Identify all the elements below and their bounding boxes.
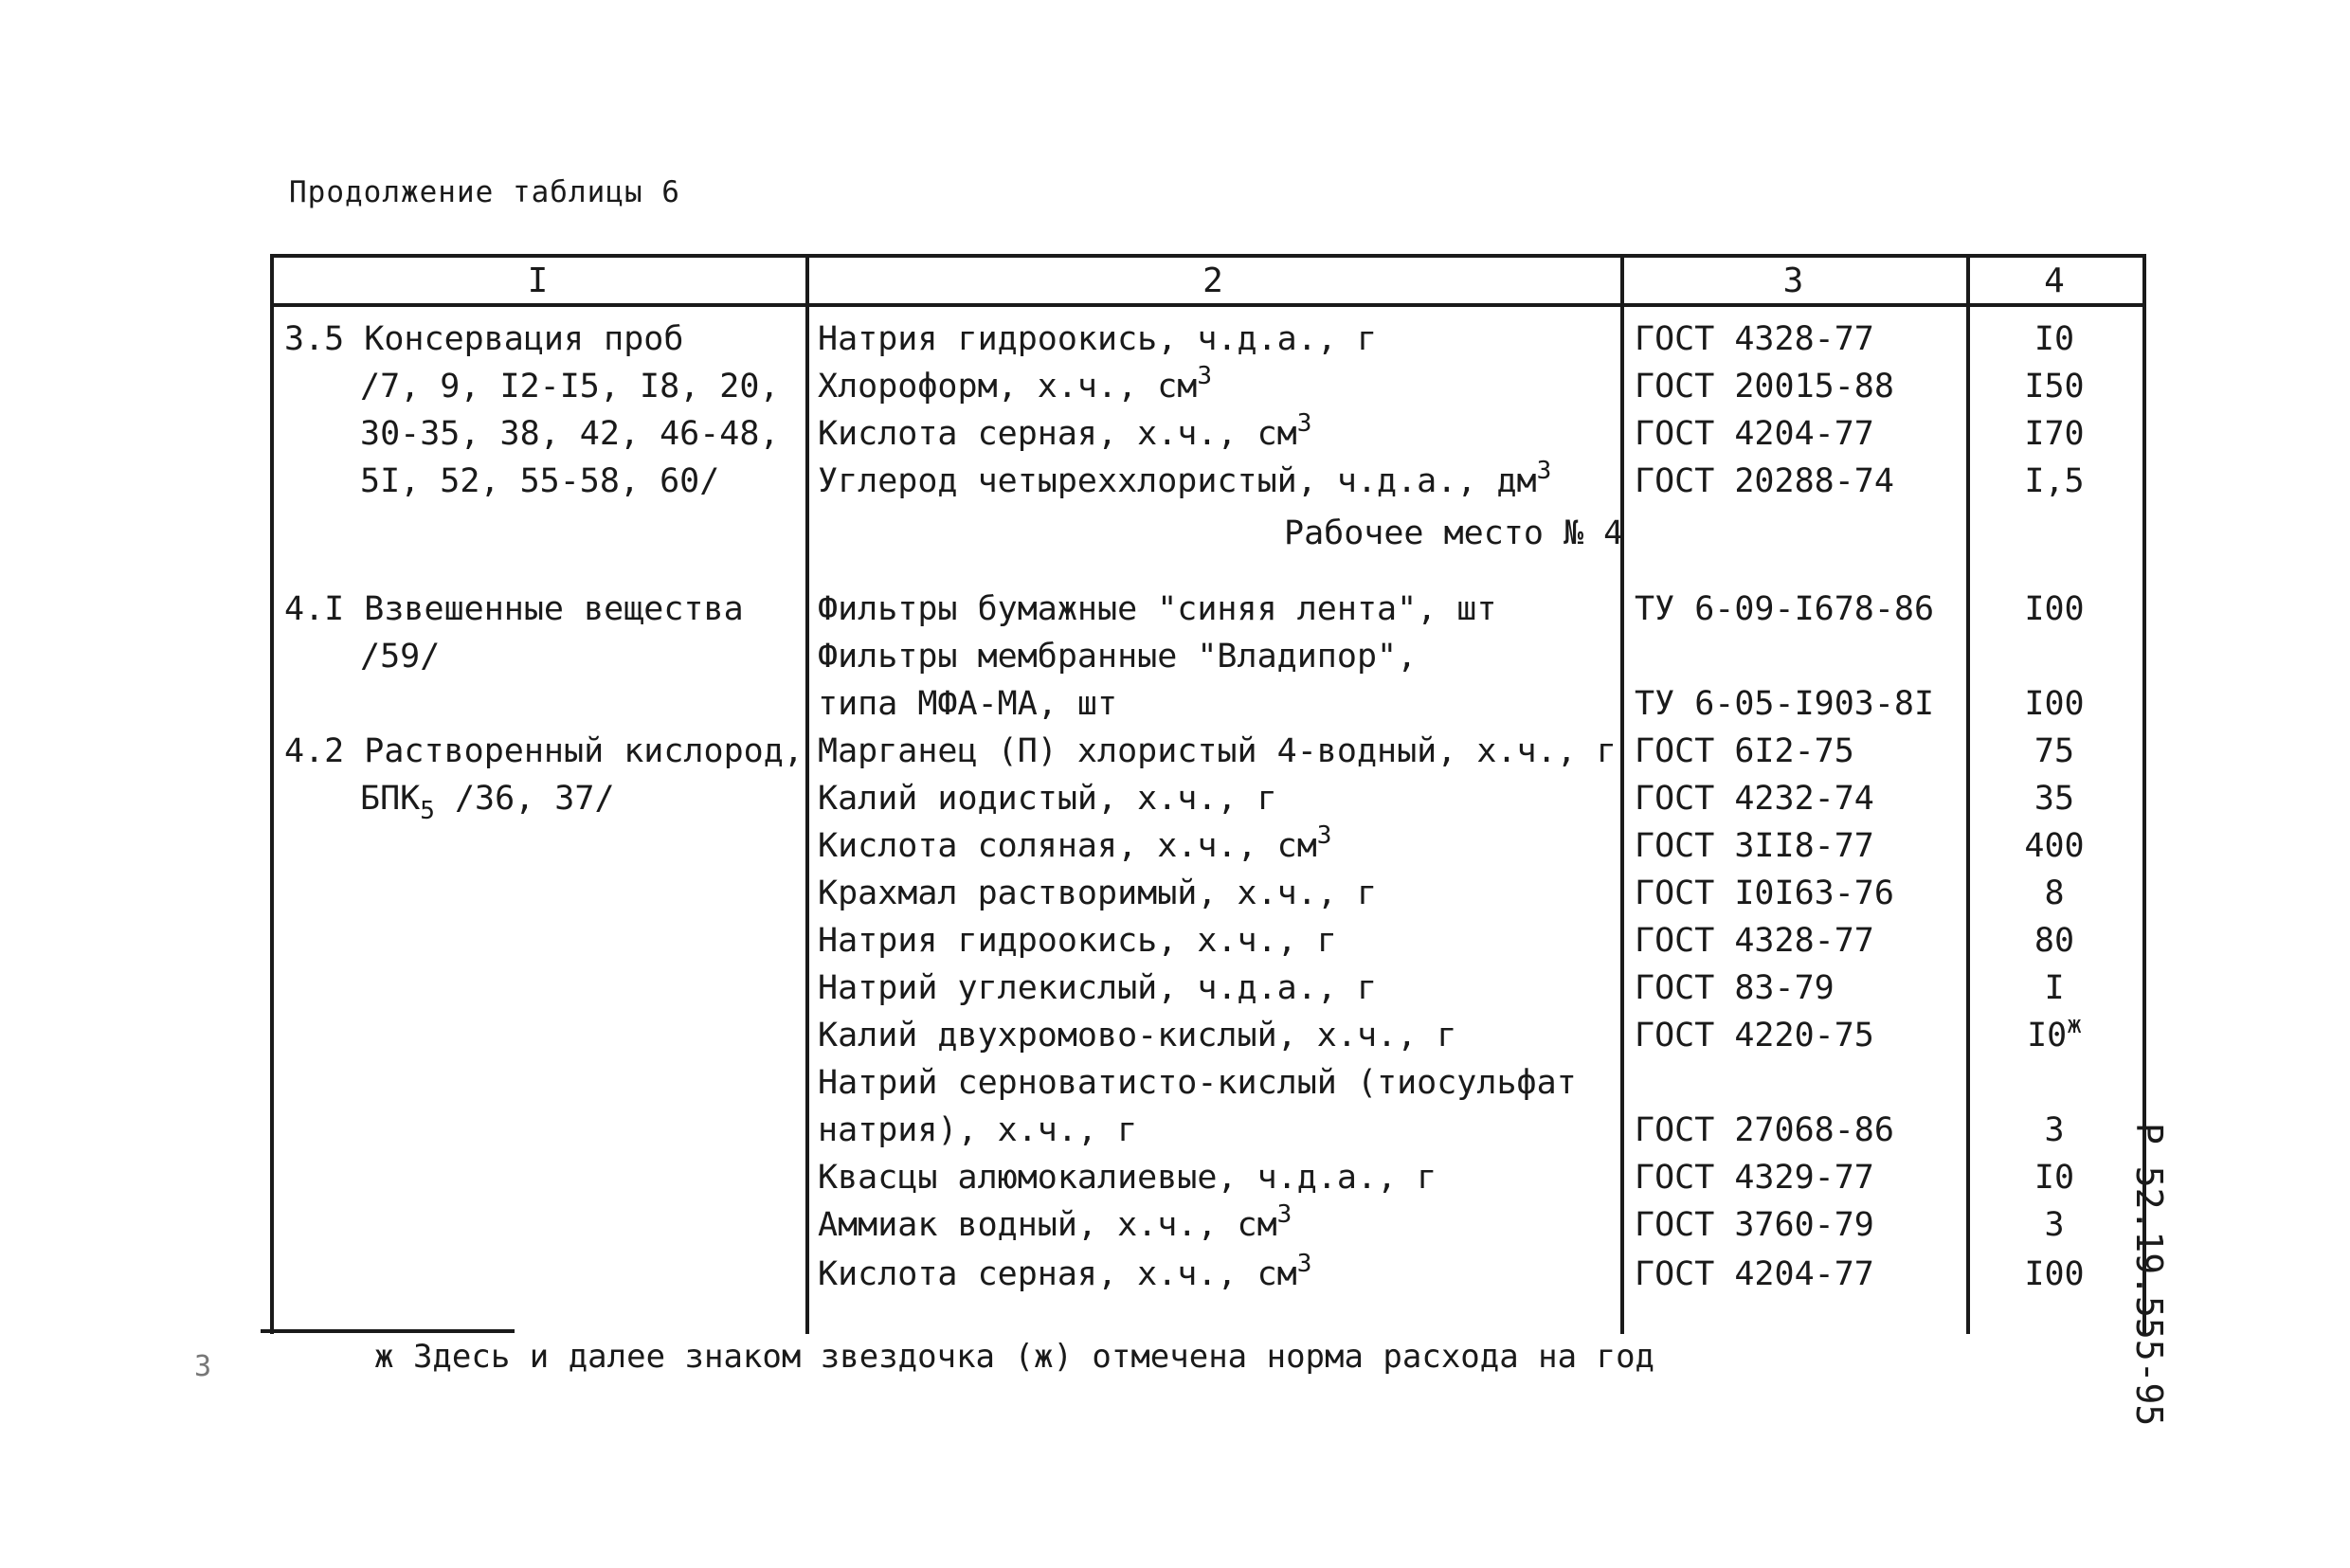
norm-value: I0 <box>2034 320 2075 358</box>
norm-cell <box>1966 1107 2142 1154</box>
reagent-cell <box>818 964 1377 1012</box>
norm-cell <box>1966 964 2142 1012</box>
norm-value: I,5 <box>2024 462 2085 500</box>
column-header-3: 3 <box>1782 261 1804 300</box>
reagent-name: Калий иодистый, х.ч., г <box>818 780 1277 818</box>
norm-value: 3 <box>2044 1206 2065 1244</box>
footnote: ж Здесь и далее знаком звездочка (ж) отмечена норма расхода на год <box>374 1338 1655 1376</box>
reagent-name: натрия), х.ч., г <box>818 1111 1138 1149</box>
norm-value: 3 <box>2044 1111 2065 1149</box>
reagent-name: Фильтры бумажные "синяя лента", шт <box>818 590 1497 628</box>
norm-value: I00 <box>2024 590 2085 628</box>
subscript: 5 <box>420 797 435 825</box>
norm-cell <box>1966 822 2142 870</box>
norm-cell <box>1966 1012 2142 1059</box>
reagent-cell <box>818 1012 1456 1059</box>
norm-cell <box>1966 870 2142 917</box>
norm-cell <box>1966 363 2142 410</box>
norm-value: 8 <box>2044 874 2065 912</box>
indicator-cell <box>360 633 440 680</box>
reagent-name: Аммиак водный, х.ч., см <box>818 1206 1277 1244</box>
reagent-name: Натрий серноватисто-кислый (тиосульфат <box>818 1064 1577 1102</box>
reagent-name: Марганец (П) хлористый 4-водный, х.ч., г <box>818 732 1617 770</box>
document-code: Р 52.19.555-95 <box>2128 1123 2170 1427</box>
reagent-name: Углерод четыреххлористый, ч.д.а., дм <box>818 462 1537 500</box>
footnote-rule <box>261 1329 515 1333</box>
indicator-text: БПК <box>360 780 421 818</box>
column-divider <box>805 254 809 1334</box>
reagent-cell <box>818 728 1617 775</box>
norm-cell <box>1966 680 2142 728</box>
norm-value: I0 <box>2027 1017 2068 1054</box>
indicator-text: /7, 9, I2-I5, I8, 20, <box>360 368 780 406</box>
standard-cell: ТУ 6-09-I678-86 <box>1635 590 1935 628</box>
standard-cell: ГОСТ 4204-77 <box>1635 1255 1874 1293</box>
reagent-name: типа МФА-МА, шт <box>818 685 1118 723</box>
indicator-cell <box>360 363 780 410</box>
column-divider <box>1620 254 1624 1334</box>
norm-value: 80 <box>2034 922 2075 960</box>
standard-cell: ГОСТ 4328-77 <box>1635 320 1874 358</box>
indicator-cell <box>284 728 804 775</box>
superscript: 3 <box>1296 1250 1312 1278</box>
indicator-text: 4.2 Растворенный кислород, <box>284 732 804 770</box>
reagent-name: Кислота серная, х.ч., см <box>818 415 1297 453</box>
standard-cell: ТУ 6-05-I903-8I <box>1635 685 1935 723</box>
norm-value: 400 <box>2024 827 2085 865</box>
reagent-cell <box>818 822 1331 870</box>
reagent-name: Натрий углекислый, ч.д.а., г <box>818 969 1378 1007</box>
page-caption: Продолжение таблицы 6 <box>289 175 680 209</box>
norm-cell <box>1966 917 2142 964</box>
norm-value: I00 <box>2024 685 2085 723</box>
column-header-4: 4 <box>2044 261 2065 300</box>
table-top-rule <box>270 254 2146 258</box>
reagent-cell <box>818 458 1551 505</box>
standard-cell: ГОСТ 3II8-77 <box>1635 827 1874 865</box>
indicator-cell <box>360 458 719 505</box>
norm-cell <box>1966 775 2142 822</box>
standard-cell: ГОСТ 4329-77 <box>1635 1159 1874 1197</box>
norm-value: 35 <box>2034 780 2075 818</box>
norm-cell <box>1966 410 2142 458</box>
norm-cell <box>1966 1251 2142 1298</box>
reagent-cell <box>818 315 1377 363</box>
standard-cell: ГОСТ 20015-88 <box>1635 368 1894 406</box>
standard-cell: ГОСТ 4204-77 <box>1635 415 1874 453</box>
table-header-rule <box>270 303 2146 307</box>
standard-cell: ГОСТ 6I2-75 <box>1635 732 1854 770</box>
indicator-text: /59/ <box>360 638 441 676</box>
reagent-cell <box>818 1201 1292 1249</box>
norm-cell <box>1966 1154 2142 1201</box>
indicator-text: 5I, 52, 55-58, 60/ <box>360 462 720 500</box>
indicator-text: 4.I Взвешенные вещества <box>284 590 744 628</box>
norm-cell <box>1966 728 2142 775</box>
standard-cell: ГОСТ 4220-75 <box>1635 1017 1874 1054</box>
column-divider <box>270 254 274 1334</box>
norm-value: I70 <box>2024 415 2085 453</box>
reagent-name: Кислота серная, х.ч., см <box>818 1255 1297 1293</box>
section-title: Рабочее место № 4 <box>1284 514 1624 552</box>
superscript: 3 <box>1197 362 1213 390</box>
indicator-text: 3.5 Консервация проб <box>284 320 684 358</box>
standard-cell: ГОСТ 20288-74 <box>1635 462 1894 500</box>
reagent-name: Натрия гидроокись, ч.д.а., г <box>818 320 1378 358</box>
reagent-name: Натрия гидроокись, х.ч., г <box>818 922 1337 960</box>
reagent-cell <box>818 1251 1311 1298</box>
reagent-cell <box>818 410 1311 458</box>
reagent-cell <box>818 1154 1437 1201</box>
indicator-text: /36, 37/ <box>434 780 615 818</box>
indicator-cell <box>284 315 683 363</box>
reagent-cell <box>818 680 1117 728</box>
reagent-name: Хлороформ, х.ч., см <box>818 368 1198 406</box>
standard-cell: ГОСТ 4232-74 <box>1635 780 1874 818</box>
reagents-table <box>270 254 2146 1334</box>
indicator-cell <box>360 775 615 825</box>
norm-value: I50 <box>2024 368 2085 406</box>
column-header-2: 2 <box>1202 261 1223 300</box>
standard-cell: ГОСТ 3760-79 <box>1635 1206 1874 1244</box>
standard-cell: ГОСТ I0I63-76 <box>1635 874 1894 912</box>
norm-cell <box>1966 586 2142 633</box>
indicator-cell <box>360 410 780 458</box>
reagent-cell <box>818 1059 1577 1107</box>
reagent-name: Калий двухромово-кислый, х.ч., г <box>818 1017 1457 1054</box>
reagent-name: Квасцы алюмокалиевые, ч.д.а., г <box>818 1159 1437 1197</box>
superscript: 3 <box>1316 821 1332 850</box>
standard-cell: ГОСТ 4328-77 <box>1635 922 1874 960</box>
reagent-cell <box>818 870 1377 917</box>
superscript: 3 <box>1276 1200 1292 1229</box>
superscript: 3 <box>1296 409 1312 438</box>
norm-cell <box>1966 1201 2142 1249</box>
norm-value: I <box>2044 969 2065 1007</box>
norm-cell <box>1966 315 2142 363</box>
reagent-cell <box>818 917 1337 964</box>
page-mark: 3 <box>194 1350 212 1383</box>
superscript: ж <box>2067 1011 2082 1039</box>
reagent-name: Кислота соляная, х.ч., см <box>818 827 1317 865</box>
reagent-cell <box>818 586 1496 633</box>
reagent-name: Фильтры мембранные "Владипор", <box>818 638 1418 676</box>
reagent-cell <box>818 1107 1137 1154</box>
reagent-name: Крахмал растворимый, х.ч., г <box>818 874 1378 912</box>
superscript: 3 <box>1536 457 1552 485</box>
reagent-cell <box>818 775 1277 822</box>
indicator-text: 30-35, 38, 42, 46-48, <box>360 415 780 453</box>
reagent-cell <box>818 633 1417 680</box>
norm-value: I00 <box>2024 1255 2085 1293</box>
norm-value: I0 <box>2034 1159 2075 1197</box>
reagent-cell <box>818 363 1212 410</box>
norm-value: 75 <box>2034 732 2075 770</box>
indicator-cell <box>284 586 744 633</box>
standard-cell: ГОСТ 83-79 <box>1635 969 1835 1007</box>
norm-cell <box>1966 458 2142 505</box>
standard-cell: ГОСТ 27068-86 <box>1635 1111 1894 1149</box>
column-header-1: I <box>527 261 549 300</box>
